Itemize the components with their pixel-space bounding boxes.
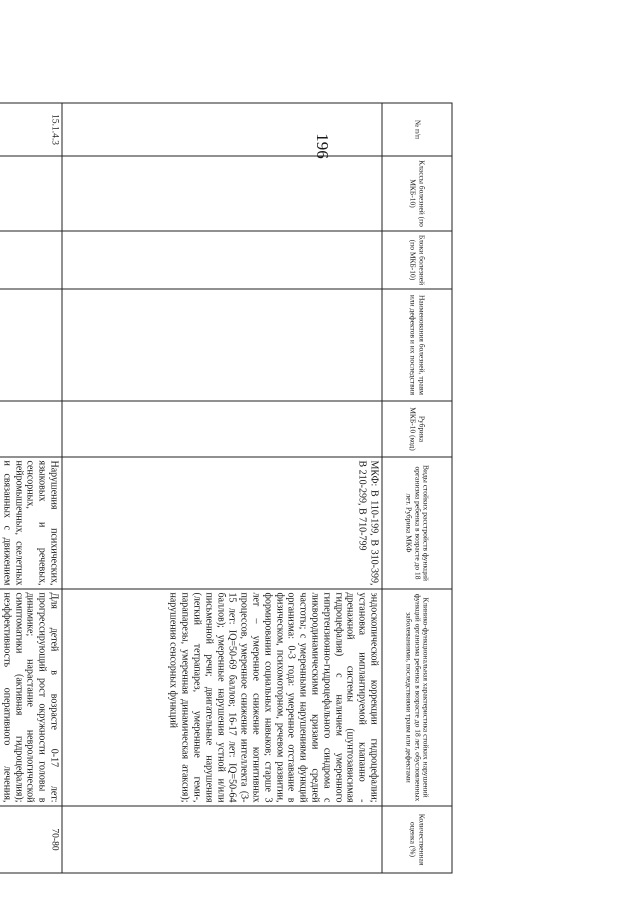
row1-clinical-description: эндоскопической коррекции гидроцефалии; установка имплантируемой клапанно - дренажной системы (шунтозависимая гидроцефалия) с наличием умеренного гипертензионно-гидроцефального синдрома с ликвородинамическими кризами средней частоты; с умеренными нарушениями функций организма: 0-3 года: умеренное отставание в физическом, психомоторном, речевом развитии, формировании социальных навыков; старше 3 лет – умеренное снижение когнитивных процессов, умеренное снижение интеллекта (3-15 лет: IQ=50-69 баллов; 16-17 лет: IQ=50-64 баллов); умеренные нарушения устной и/или письменной речи; двигательные нарушения (легкий тетрапарез, умеренные геми-, парапарезы, умеренная динамическая атаксия); нарушения сенсорных функций bbox=[62, 589, 382, 806]
row2-disease-classes bbox=[0, 156, 62, 231]
header-disease-names: Наименования болезней, травм или дефектов и их последствия bbox=[382, 289, 452, 401]
row1-disease-classes bbox=[62, 156, 382, 231]
row2-clinical-description: Для детей в возрасте 0-17 лет: прогрессирующий рост окружности головы в динамике; нарастание неврологической симптоматики (активная гидроцефалия); неэффективность оперативного лечения, bbox=[0, 589, 62, 806]
table-row bbox=[0, 103, 62, 873]
header-clinical-description: Клинико-функциональная характеристика стойких нарушений функций организма ребенка в возрасте до 18 лет, обусловленных заболеваниями, последствиями травм или дефектами bbox=[382, 589, 452, 806]
rotated-table-area bbox=[1, 103, 453, 873]
header-function-types: Виды стойких расстройств функций организма ребенка в возрасте до 18 лет. Рубрика МКФ bbox=[382, 457, 452, 589]
header-icd-rubric: Рубрика МКБ-10 (код) bbox=[382, 401, 452, 457]
row2-icd-rubric bbox=[0, 401, 62, 457]
row1-num bbox=[62, 103, 382, 156]
row1-quantitative-score bbox=[62, 806, 382, 873]
row1-function-types: МКФ: В 110-199, В 310-399, В 210-299, В 710-799 bbox=[62, 457, 382, 589]
row2-disease-blocks bbox=[0, 231, 62, 289]
table-header-row bbox=[382, 103, 452, 873]
page-number: 196 bbox=[313, 133, 332, 159]
row1-icd-rubric bbox=[62, 401, 382, 457]
row1-disease-blocks bbox=[62, 231, 382, 289]
header-disease-classes: Классы болезней (по МКБ-10) bbox=[382, 156, 452, 231]
row2-quantitative-score: 70-80 bbox=[0, 806, 62, 873]
row1-disease-names bbox=[62, 289, 382, 401]
header-quantitative-score: Количественная оценка (%) bbox=[382, 806, 452, 873]
table-row bbox=[62, 103, 382, 873]
header-num: № п/п bbox=[382, 103, 452, 156]
header-disease-blocks: Блоки болезней (по МКБ-10) bbox=[382, 231, 452, 289]
row2-num: 15.1.4.3 bbox=[0, 103, 62, 156]
disability-criteria-table bbox=[0, 103, 453, 874]
row2-disease-names bbox=[0, 289, 62, 401]
row2-function-types: Нарушения психических, языковых и речевых, сенсорных, нейромышечных, скелетных и связанных с движением bbox=[0, 457, 62, 589]
